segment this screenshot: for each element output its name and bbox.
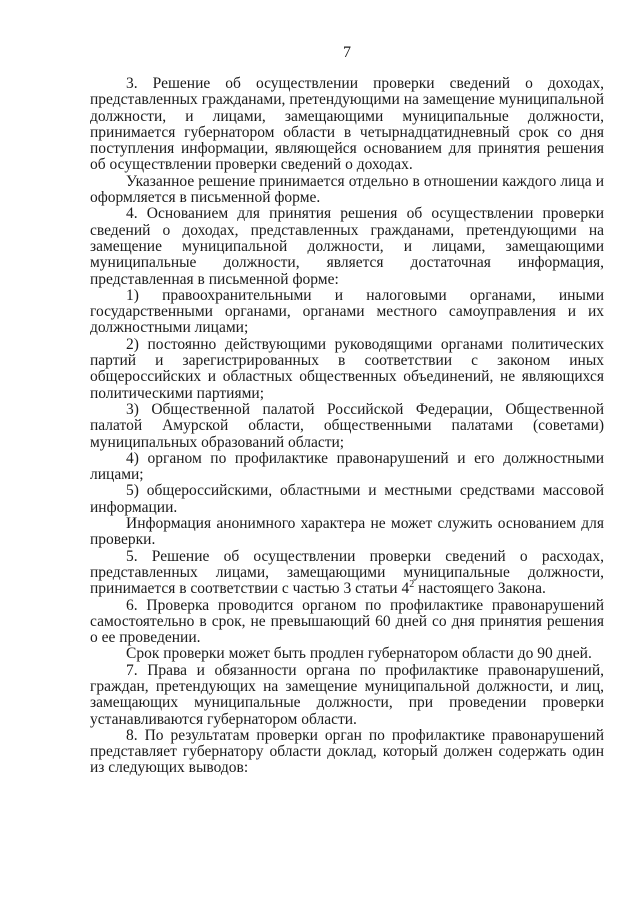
paragraph-4-note: Информация анонимного характера не может служить основанием для проверки. [90,515,604,549]
paragraph-5 [90,549,604,598]
paragraph-4-item-4: 4) органом по профилактике правонарушений и его должностными лицами; [90,449,604,484]
paragraph-4-item-3: 3) Общественной палатой Российской Федерации, Общественной палатой Амурской области, общественными палатами (советами) муниципальных образований области; [90,400,604,451]
paragraph-4-item-2: 2) постоянно действующими руководящими органами политических партий и зарегистрированных в соответствии с законом иных общероссийских и областных общественных объединений, не являющихся политическими партиями; [90,335,604,402]
paragraph-5-text: 5. Решение об осуществлении проверки сведений о расходах, представленных лицами, замещающими муниципальные должности, принимается в соответствии с частью 3 статьи 4 [90,547,604,598]
paragraph-7: 7. Права и обязанности органа по профилактике правонарушений, граждан, претендующих на замещение муниципальной должности, и лиц, замещающих муниципальные должности, при проведении проверки устанавливаются губернатором области. [90,661,604,728]
paragraph-4-item-5: 5) общероссийскими, областными и местными средствами массовой информации. [90,482,604,516]
paragraph-4: 4. Основанием для принятия решения об осуществлении проверки сведений о доходах, представленных гражданами, претендующими на замещение муниципальной должности, и лицами, замещающими муниципальные должности, является достаточная информация, представленная в письменной форме: [90,205,604,288]
page-number: 7 [343,44,351,61]
paragraph-5-tail: настоящего Закона. [414,580,546,598]
paragraph-4-item-1: 1) правоохранительными и налоговыми органами, иными государственными органами, органами местного самоуправления и их должностными лицами; [90,286,604,337]
paragraph-6: 6. Проверка проводится органом по профилактике правонарушений самостоятельно в срок, не превышающий 60 дней со дня принятия решения о ее проведении. [90,596,604,647]
document-body [90,76,604,777]
paragraph-6-note: Срок проверки может быть продлен губернатором области до 90 дней. [126,645,592,663]
paragraph-3: 3. Решение об осуществлении проверки сведений о доходах, представленных гражданами, претендующими на замещение муниципальной должности, и лицами, замещающими муниципальные должности, принимается губернатором области в четырнадцатидневный срок со дня поступления информации, являющейся основанием для принятия решения об осуществлении проверки сведений о доходах. [90,75,604,174]
paragraph-3-note: Указанное решение принимается отдельно в отношении каждого лица и оформляется в письменной форме. [90,172,604,207]
superscript: 2 [409,579,415,591]
paragraph-8: 8. По результатам проверки орган по профилактике правонарушений представляет губернатору области доклад, который должен содержать один из следующих выводов: [90,726,604,777]
